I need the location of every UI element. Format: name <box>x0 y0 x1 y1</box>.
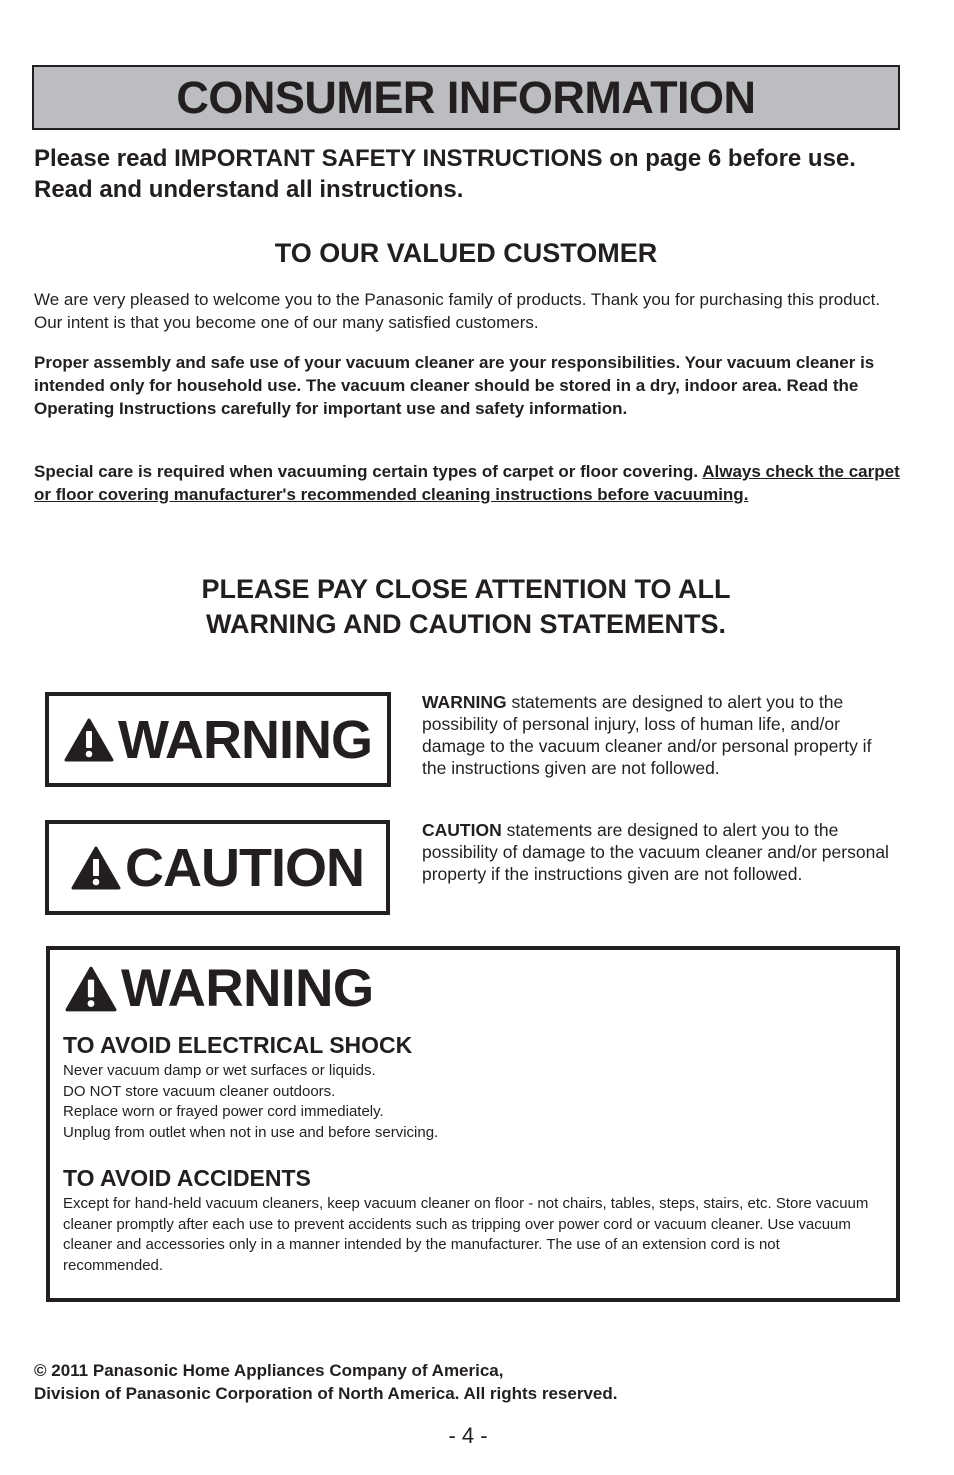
copyright-notice <box>34 1359 617 1405</box>
carpet-care-text: Special care is required when vacuuming certain types of carpet or floor covering. <box>34 462 699 481</box>
list-item: DO NOT store vacuum cleaner outdoors. <box>63 1082 336 1100</box>
warning-triangle-icon <box>71 846 121 890</box>
warning-desc-lead: WARNING <box>422 692 507 712</box>
warning-description <box>422 691 898 779</box>
carpet-care-paragraph <box>34 460 904 506</box>
list-item: Replace worn or frayed power cord immediately. <box>63 1103 384 1120</box>
caution-sign-word: CAUTION <box>125 837 364 898</box>
caution-desc-text: statements are designed to alert you to the possibility of damage to the vacuum cleaner and/or personal property if the instructions given are not followed. <box>422 820 889 884</box>
accidents-text: Except for hand-held vacuum cleaners, keep vacuum cleaner on floor - not chairs, tables, steps, stairs, etc. Store vacuum cleaner promptly after each use to prevent accidents such as tripping over power cord or vacuum cleaner. Use vacuum cleaner and accessories only in a manner intended by the manufacturer. The use of an extension cord is not recommended. <box>63 1195 869 1274</box>
page-title: CONSUMER INFORMATION <box>176 71 756 123</box>
attention-line-1: PLEASE PAY CLOSE ATTENTION TO ALL <box>201 574 731 604</box>
caution-desc-lead: CAUTION <box>422 820 502 840</box>
caution-description <box>422 819 898 885</box>
electrical-shock-heading: TO AVOID ELECTRICAL SHOCK <box>63 1032 413 1058</box>
intro-notice: Please read IMPORTANT SAFETY INSTRUCTIONS on page 6 before use. Read and understand all instructions. <box>34 145 856 203</box>
responsibility-paragraph: Proper assembly and safe use of your vacuum cleaner are your responsibilities. Your vacuum cleaner is intended only for household use. The vacuum cleaner should be stored in a dry, indoor area. Read the Operating Instructions carefully for important use and safety information. <box>34 353 875 418</box>
list-item: Unplug from outlet when not in use and before servicing. <box>63 1123 439 1141</box>
warning-sign <box>45 692 391 787</box>
title-banner <box>32 65 900 130</box>
warning-box-word: WARNING <box>121 959 374 1018</box>
copyright-line-2: Division of Panasonic Corporation of North America. All rights reserved. <box>34 1384 618 1403</box>
electrical-shock-list <box>63 1061 883 1143</box>
warning-triangle-icon <box>65 966 117 1012</box>
valued-customer-heading: TO OUR VALUED CUSTOMER <box>274 238 658 268</box>
page-number: - 4 - <box>448 1423 488 1448</box>
warning-box-header <box>65 959 374 1018</box>
attention-line-2: WARNING AND CAUTION STATEMENTS. <box>206 609 726 639</box>
attention-heading <box>0 572 932 642</box>
warning-sign-word: WARNING <box>118 709 372 770</box>
copyright-line-1: © 2011 Panasonic Home Appliances Company of America, <box>34 1361 504 1380</box>
list-item: Never vacuum damp or wet surfaces or liquids. <box>63 1062 376 1079</box>
warning-desc-text: statements are designed to alert you to the possibility of personal injury, loss of human life, and/or damage to the vacuum cleaner and/or personal property if the instructions given are not followed. <box>422 692 872 778</box>
accidents-heading: TO AVOID ACCIDENTS <box>63 1165 311 1191</box>
carpet-care-underlined: Always check the carpet or floor covering manufacturer's recommended cleaning instructions before vacuuming. <box>34 462 900 504</box>
warning-triangle-icon <box>64 718 114 762</box>
caution-sign <box>45 820 390 915</box>
welcome-paragraph: We are very pleased to welcome you to the Panasonic family of products. Thank you for purchasing this product. Our intent is that you become one of our many satisfied customers. <box>34 290 881 332</box>
